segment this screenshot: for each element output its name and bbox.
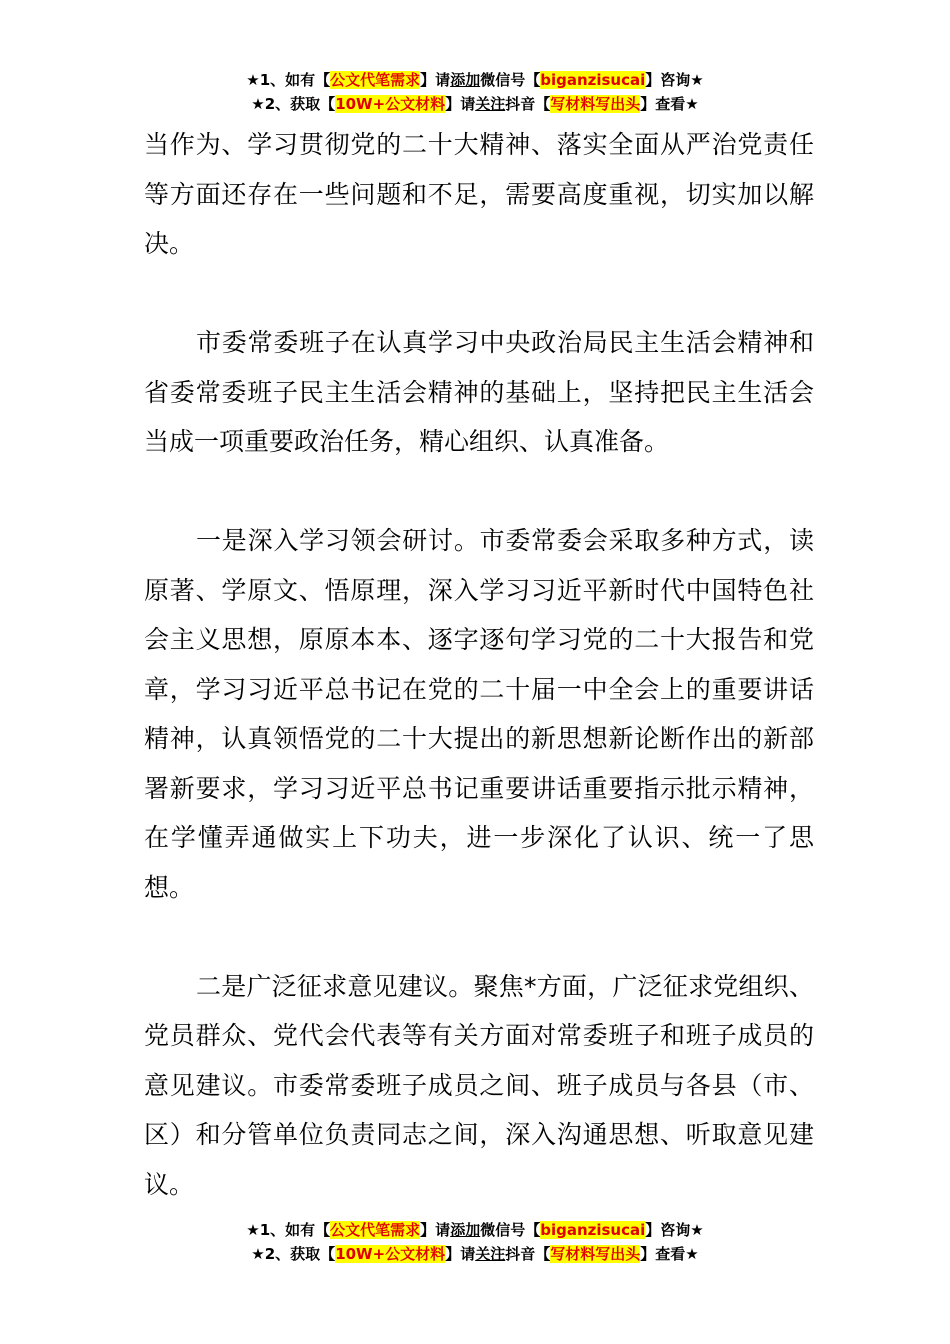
promo-text: 】咨询★ — [645, 1221, 704, 1239]
promo-text: ★2、获取【 — [251, 1245, 336, 1263]
promo-highlight: biganzisucai — [540, 71, 646, 89]
promo-banner-bottom — [0, 1218, 950, 1266]
promo-text: ★1、如有【 — [246, 1221, 331, 1239]
promo-line-2 — [0, 1242, 950, 1266]
promo-text: 微信号【 — [480, 71, 541, 89]
paragraph-spacer — [144, 269, 814, 319]
promo-text: 微信号【 — [480, 1221, 541, 1239]
document-body — [144, 120, 814, 1209]
promo-text: 】查看★ — [640, 95, 699, 113]
promo-text: 抖音【 — [505, 1245, 551, 1263]
paragraph: 二是广泛征求意见建议。聚焦*方面，广泛征求党组织、党员群众、党代会代表等有关方面对常委班子和班子成员的意见建议。市委常委班子成员之间、班子成员与各县（市、区）和分管单位负责同志之间，深入沟通思想、听取意见建议。 — [144, 971, 814, 1199]
promo-text: ★1、如有【 — [246, 71, 331, 89]
promo-text: 】请 — [420, 1221, 451, 1239]
promo-emphasis: 关注 — [475, 1245, 506, 1263]
promo-line-1 — [0, 68, 950, 92]
promo-text: 】咨询★ — [645, 71, 704, 89]
promo-highlight: 写材料写出头 — [550, 95, 641, 113]
promo-highlight: 公文代笔需求 — [330, 71, 421, 89]
paragraph-spacer — [144, 912, 814, 962]
promo-text: 】请 — [420, 71, 451, 89]
promo-text: 】请 — [445, 1245, 476, 1263]
promo-highlight: 10W+公文材料 — [335, 95, 446, 113]
paragraph-spacer — [144, 467, 814, 517]
promo-highlight: 写材料写出头 — [550, 1245, 641, 1263]
promo-emphasis: 关注 — [475, 95, 506, 113]
paragraph: 市委常委班子在认真学习中央政治局民主生活会精神和省委常委班子民主生活会精神的基础上，坚持把民主生活会当成一项重要政治任务，精心组织、认真准备。 — [144, 328, 814, 456]
promo-text: 】请 — [445, 95, 476, 113]
promo-highlight: 10W+公文材料 — [335, 1245, 446, 1263]
promo-text: 抖音【 — [505, 95, 551, 113]
promo-text: 】查看★ — [640, 1245, 699, 1263]
promo-banner-top — [0, 68, 950, 116]
promo-line-2 — [0, 92, 950, 116]
promo-highlight: 公文代笔需求 — [330, 1221, 421, 1239]
promo-text: ★2、获取【 — [251, 95, 336, 113]
promo-highlight: biganzisucai — [540, 1221, 646, 1239]
promo-line-1 — [0, 1218, 950, 1242]
paragraph: 当作为、学习贯彻党的二十大精神、落实全面从严治党责任等方面还存在一些问题和不足，需要高度重视，切实加以解决。 — [144, 130, 814, 258]
promo-emphasis: 添加 — [450, 71, 481, 89]
promo-emphasis: 添加 — [450, 1221, 481, 1239]
paragraph: 一是深入学习领会研讨。市委常委会采取多种方式，读原著、学原文、悟原理，深入学习习近平新时代中国特色社会主义思想，原原本本、逐字逐句学习党的二十大报告和党章，学习习近平总书记在党的二十届一中全会上的重要讲话精神，认真领悟党的二十大提出的新思想新论断作出的新部署新要求，学习习近平总书记重要讲话重要指示批示精神，在学懂弄通做实上下功夫，进一步深化了认识、统一了思想。 — [144, 526, 814, 902]
